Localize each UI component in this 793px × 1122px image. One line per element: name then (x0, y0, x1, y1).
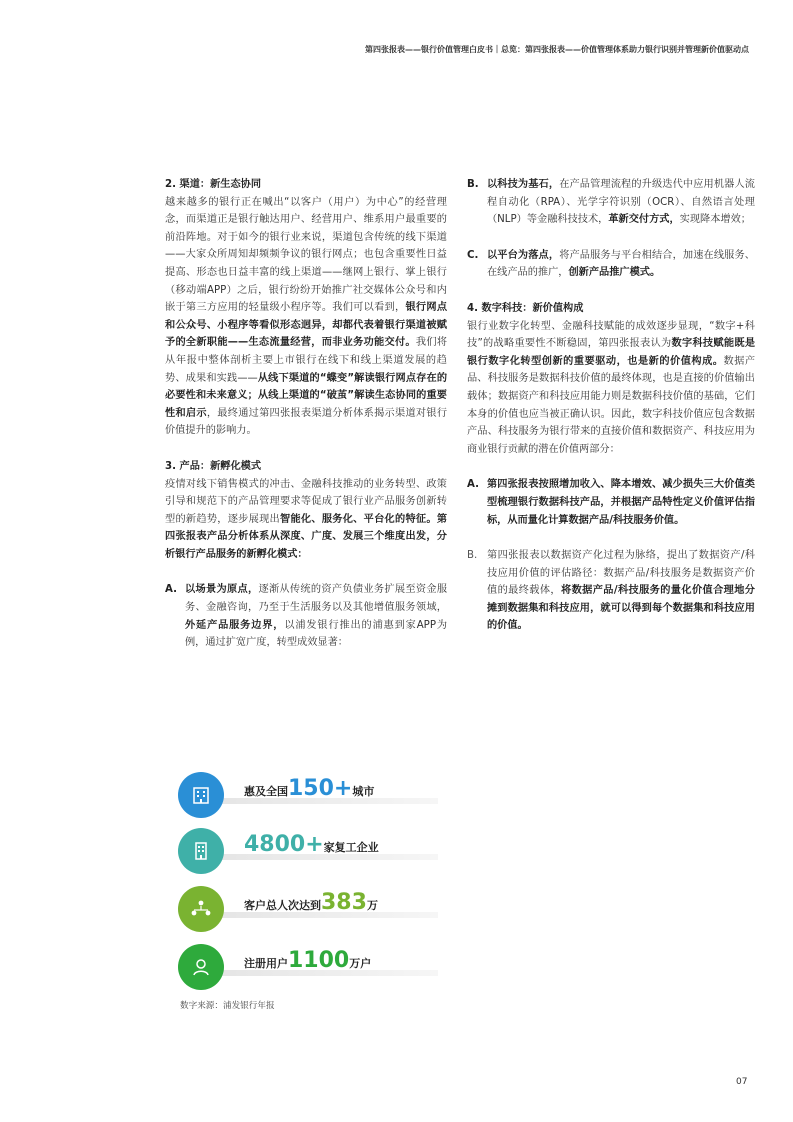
section-3-body: 疫情对线下销售模式的冲击、金融科技推动的业务转型、政策引导和规范下的产品管理要求等促成了银行业产品服务创新转型的新趋势，逐步展现出智能化、服务化、平台化的特征。第四张报表产品分析体系从深度、广度、发展三个维度出发，分析银行产品服务的新孵化模式： (165, 478, 448, 560)
section-4-title: 4. 数字科技：新价值构成 (467, 302, 584, 314)
page-number: 07 (736, 1077, 748, 1087)
right-column (467, 176, 755, 635)
data-source-note: 数字来源：浦发银行年报 (180, 1001, 275, 1011)
user-icon (178, 944, 224, 990)
list-item-a: A. 以场景为原点，逐渐从传统的资产负债业务扩展至资金服务、金融咨询，乃至于生活服务以及其他增值服务领域，外延产品服务边界，以浦发银行推出的浦惠到家APP为例，通过扩宽广度，转型成效显著： (165, 584, 448, 649)
running-header: 第四张报表——银行价值管理白皮书｜总览：第四张报表——价值管理体系助力银行识别并管理新价值驱动点 (365, 45, 749, 54)
stat-enterprises: 4800+家复工企业 (178, 828, 438, 874)
section-3-title: 3. 产品：新孵化模式 (165, 460, 262, 472)
building-icon (178, 772, 224, 818)
list-item-b: B. 以科技为基石，在产品管理流程的升级迭代中应用机器人流程自动化（RPA）、光学字符识别（OCR）、自然语言处理（NLP）等金融科技技术，革新交付方式，实现降本增效； (467, 179, 755, 226)
section-4-body: 银行业数字化转型、金融科技赋能的成效逐步显现，“数字+科技”的战略重要性不断稳固，第四张报表认为数字科技赋能既是银行数字化转型创新的重要驱动，也是新的价值构成。数据产品、科技服务是数据科技价值的最终体现，也是直接的价值输出载体；数据资产和科技应用能力则是数据科技价值的基础，它们本身的价值也应当被正确认识。因此，数字科技价值应包含数据产品、科技服务为银行带来的直接价值和数据资产、科技应用为商业银行贡献的潜在价值两部分： (467, 320, 756, 455)
list-item-4a: A. 第四张报表按照增加收入、降本增效、减少损失三大价值类型梳理银行数据科技产品，并根据产品特性定义价值评估指标，从而量化计算数据产品/科技服务价值。 (467, 479, 755, 526)
people-network-icon (178, 886, 224, 932)
list-item-c: C. 以平台为落点，将产品服务与平台相结合，加速在线服务、在线产品的推广，创新产品推广模式。 (467, 249, 755, 279)
stat-customers: 客户总人次达到383万 (178, 886, 438, 932)
stat-cities: 惠及全国150+城市 (178, 772, 438, 818)
office-icon (178, 828, 224, 874)
section-2-body: 越来越多的银行正在喊出“以客户（用户）为中心”的经营理念，而渠道正是银行触达用户、经营用户、维系用户最重要的前沿阵地。对于如今的银行业来说，渠道包含传统的线下渠道——大家众所周知却频频争议的银行网点；也包含重要性日益提高、形态也日益丰富的线上渠道——继网上银行、掌上银行（移动端APP）之后，银行纷纷开始推广社交媒体公众号和内嵌于第三方应用的轻量级小程序等。我们可以看到，银行网点和公众号、小程序等看似形态迥异，却都代表着银行渠道被赋予的全新职能——生态流量经营，而非业务功能交付。我们将从年报中整体剖析主要上市银行在线下和线上渠道发展的趋势、成果和实践——从线下渠道的“蝶变”解读银行网点存在的必要性和未来意义；从线上渠道的“破茧”解读生态协同的重要性和启示，最终通过第四张报表渠道分析体系揭示渠道对银行价值提升的影响力。 (165, 196, 448, 437)
list-item-4b: B. 第四张报表以数据资产化过程为脉络，提出了数据资产/科技应用价值的评估路径：数据产品/科技服务是数据资产价值的最终载体，将数据产品/科技服务的量化价值合理地分摊到数据集和科技应用，就可以得到每个数据集和科技应用的价值。 (467, 550, 755, 632)
section-2-title: 2. 渠道：新生态协同 (165, 179, 262, 190)
left-column (165, 176, 447, 652)
stat-users: 注册用户1100万户 (178, 944, 438, 990)
